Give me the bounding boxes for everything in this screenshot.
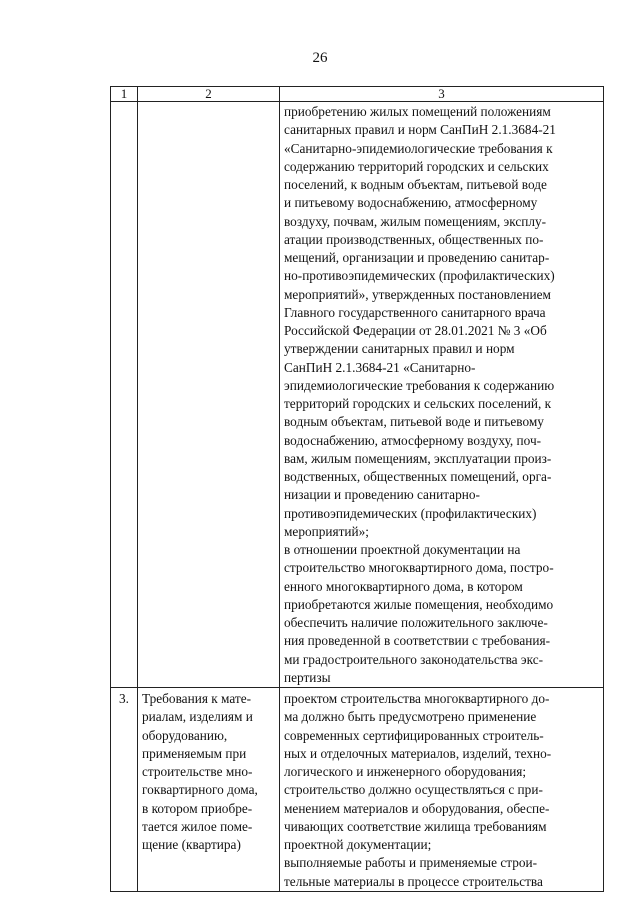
requirement-cell	[138, 688, 280, 892]
text-line: воздуху, почвам, жилым помещениям, эксплу-	[284, 213, 547, 229]
text-line: логического и инженерного оборудования;	[284, 764, 527, 779]
text-line: енного многоквартирного дома, в котором	[284, 578, 523, 594]
text-line: ния проведенной в соответствии с требования-	[284, 633, 551, 649]
header-col-3: 3	[280, 87, 604, 102]
text-line: приобретаются жилые помещения, необходимо	[284, 596, 554, 612]
header-col-1: 1	[111, 87, 138, 102]
content-lines	[284, 690, 599, 891]
content-cell	[280, 688, 604, 892]
header-col-2: 2	[138, 87, 280, 102]
text-line: современных сертифицированных строитель-	[284, 727, 544, 743]
text-line: ма должно быть предусмотрено применение	[284, 709, 537, 725]
text-line: Российской Федерации от 28.01.2021 № 3 «Об	[284, 323, 547, 338]
text-line: и питьевому водоснабжению, атмосферному	[284, 195, 538, 211]
text-line: ми градостроительного законодательства экс-	[284, 651, 544, 667]
page-number: 26	[312, 50, 328, 66]
content-cell	[280, 102, 604, 688]
table-row	[111, 102, 604, 688]
text-line: менением материалов и оборудования, обеспе-	[284, 800, 550, 816]
text-line: поселений, к водным объектам, питьевой воде	[284, 177, 547, 192]
table-header-row	[111, 87, 604, 102]
text-line: водственных, общественных помещений, орга-	[284, 469, 552, 484]
text-line: содержанию территорий городских и сельских	[284, 158, 549, 174]
text-line: утверждении санитарных правил и норм	[284, 341, 515, 357]
text-line: противоэпидемических (профилактических)	[284, 505, 537, 521]
table-row	[111, 688, 604, 892]
text-line: проектом строительства многоквартирного до-	[284, 691, 550, 706]
row-number-cell	[111, 102, 138, 688]
text-line: в котором приобре-	[142, 800, 253, 816]
text-line: пертизы	[284, 669, 331, 685]
text-line: Главного государственного санитарного врача	[284, 304, 546, 320]
text-line: но-противоэпидемических (профилактических)	[284, 268, 555, 284]
text-line: строительстве мно-	[142, 764, 253, 779]
text-line: атации производственных, общественных по-	[284, 231, 544, 247]
text-line: эпидемиологические требования к содержанию	[284, 377, 555, 393]
text-line: мероприятий», утвержденных постановлением	[284, 286, 551, 302]
text-line: мероприятий»;	[284, 523, 369, 539]
text-line: ных и отделочных материалов, изделий, техно-	[284, 745, 552, 761]
text-line: применяемым при	[142, 745, 247, 761]
text-line: проектной документации;	[284, 837, 432, 852]
text-line: щение (квартира)	[142, 837, 241, 852]
text-line: «Санитарно-эпидемиологические требования к	[284, 140, 553, 156]
text-line: выполняемые работы и применяемые строи-	[284, 855, 538, 871]
text-line: чивающих соответствие жилища требованиям	[284, 818, 547, 834]
text-line: оборудованию,	[142, 727, 228, 743]
text-line: санитарных правил и норм СанПиН 2.1.3684-21	[284, 122, 556, 138]
text-line: риалам, изделиям и	[142, 709, 253, 725]
text-line: водным объектам, питьевой воде и питьевому	[284, 414, 544, 430]
text-line: в отношении проектной документации на	[284, 542, 521, 557]
text-line: вам, жилым помещениям, эксплуатации произ-	[284, 450, 552, 466]
text-line: тается жилое поме-	[142, 818, 253, 834]
row-number-cell: 3.	[111, 688, 138, 892]
text-line: тельные материалы в процессе строительства	[284, 873, 543, 889]
text-line: гоквартирного дома,	[142, 782, 258, 798]
requirements-table	[110, 86, 604, 892]
text-line: Требования к мате-	[142, 691, 252, 706]
text-line: приобретению жилых помещений положениям	[284, 104, 551, 119]
text-line: мещений, организации и проведению санитар-	[284, 250, 550, 265]
text-line: строительство должно осуществляться с при-	[284, 782, 543, 798]
text-line: водоснабжению, атмосферному воздуху, поч-	[284, 432, 542, 448]
text-line: низации и проведению санитарно-	[284, 487, 480, 503]
requirement-lines	[142, 690, 275, 854]
text-line: строительство многоквартирного дома, постро-	[284, 560, 554, 576]
requirement-cell	[138, 102, 280, 688]
content-lines	[284, 103, 599, 687]
text-line: обеспечить наличие положительного заключе-	[284, 615, 548, 630]
text-line: СанПиН 2.1.3684-21 «Санитарно-	[284, 359, 476, 375]
text-line: территорий городских и сельских поселений, к	[284, 396, 552, 411]
